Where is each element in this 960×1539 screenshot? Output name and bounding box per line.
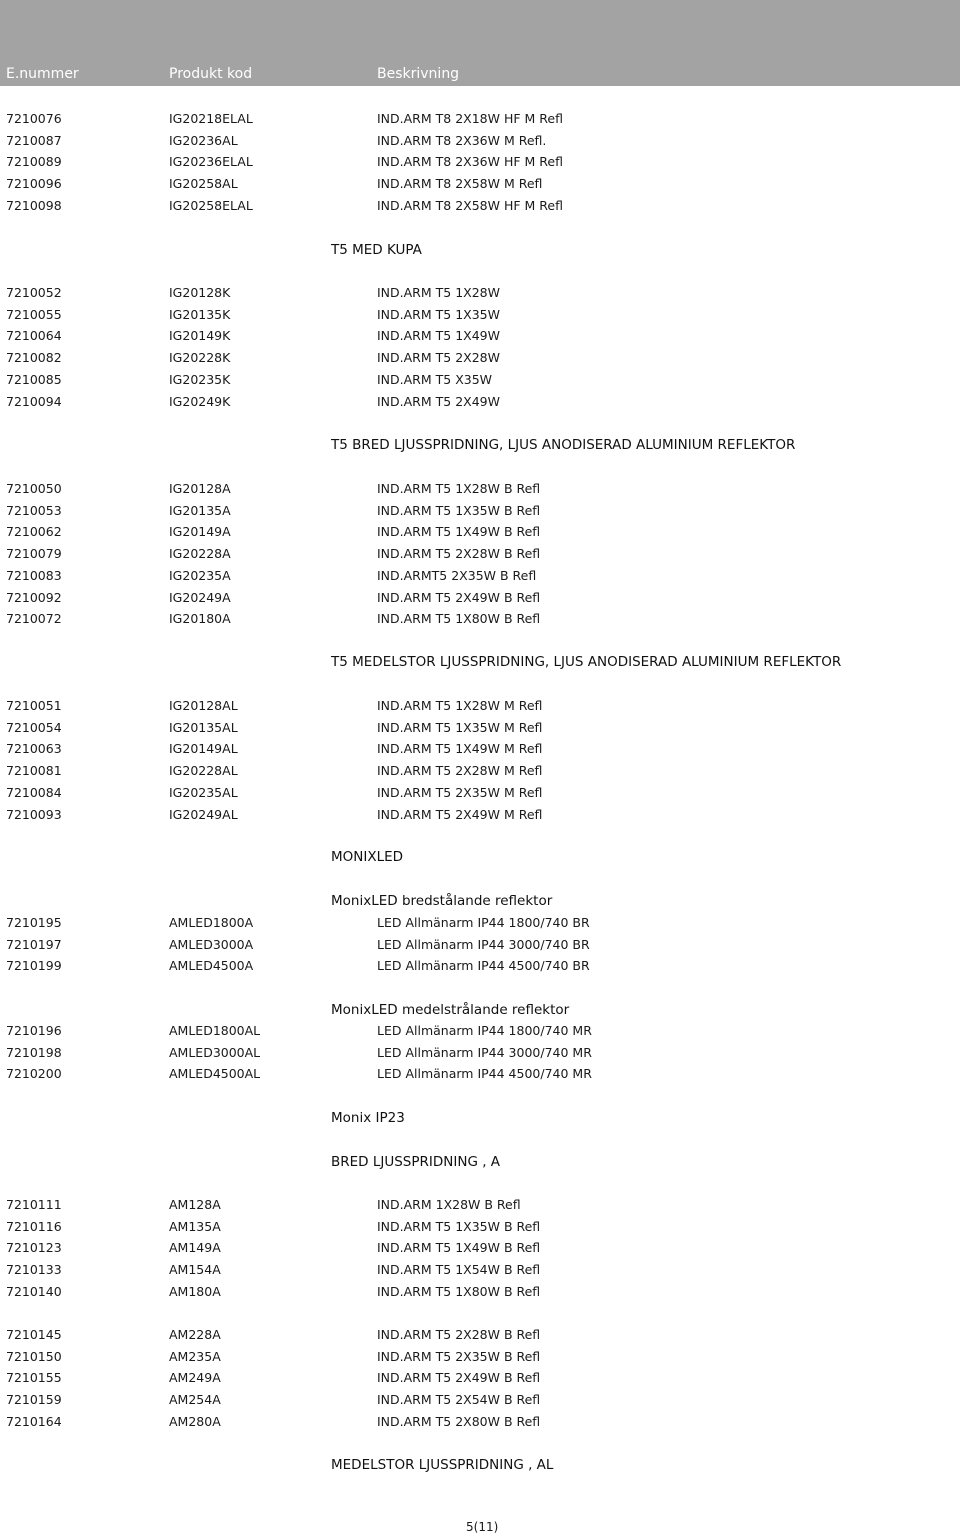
section-heading: MonixLED medelstrålande reflektor	[331, 1002, 570, 1018]
row-beskrivning: IND.ARM T5 2X35W M Refl	[377, 785, 543, 800]
row-produkt-kod: IG20218ELAL	[169, 111, 253, 126]
row-produkt-kod: IG20258ELAL	[169, 198, 253, 213]
row-enummer: 7210200	[6, 1066, 62, 1081]
table-row	[0, 545, 960, 563]
row-produkt-kod: IG20128K	[169, 285, 231, 300]
table-row	[0, 175, 960, 193]
row-beskrivning: IND.ARM T5 2X49W M Refl	[377, 807, 543, 822]
table-row	[0, 914, 960, 932]
row-enummer: 7210087	[6, 133, 62, 148]
row-produkt-kod: IG20236ELAL	[169, 154, 253, 169]
row-enummer: 7210094	[6, 394, 62, 409]
table-row	[0, 957, 960, 975]
row-produkt-kod: IG20249K	[169, 394, 231, 409]
table-row	[0, 1326, 960, 1344]
row-enummer: 7210089	[6, 154, 62, 169]
table-row	[0, 567, 960, 585]
table-row	[0, 502, 960, 520]
table-row	[0, 1391, 960, 1409]
row-enummer: 7210198	[6, 1045, 62, 1060]
row-beskrivning: IND.ARM T5 1X35W B Refl	[377, 1219, 541, 1234]
column-header-beskrivning: Beskrivning	[377, 66, 460, 82]
table-row	[0, 132, 960, 150]
row-beskrivning: IND.ARM T8 2X18W HF M Refl	[377, 111, 563, 126]
row-beskrivning: IND.ARM T8 2X58W M Refl	[377, 176, 543, 191]
section-heading: T5 MED KUPA	[331, 242, 422, 258]
section-heading: T5 MEDELSTOR LJUSSPRIDNING, LJUS ANODISERAD ALUMINIUM REFLEKTOR	[331, 654, 842, 670]
table-row	[0, 371, 960, 389]
row-enummer: 7210133	[6, 1262, 62, 1277]
row-beskrivning: IND.ARM T5 X35W	[377, 372, 493, 387]
row-enummer: 7210064	[6, 328, 62, 343]
row-produkt-kod: AM249A	[169, 1370, 221, 1385]
row-beskrivning: IND.ARMT5 2X35W B Refl	[377, 568, 537, 583]
row-enummer: 7210155	[6, 1370, 62, 1385]
table-row	[0, 153, 960, 171]
row-beskrivning: IND.ARM T8 2X36W HF M Refl	[377, 154, 563, 169]
row-produkt-kod: IG20149AL	[169, 741, 238, 756]
table-row	[0, 784, 960, 802]
row-beskrivning: IND.ARM T5 2X80W B Refl	[377, 1414, 541, 1429]
table-row	[0, 1348, 960, 1366]
table-row	[0, 1369, 960, 1387]
row-produkt-kod: AM128A	[169, 1197, 221, 1212]
row-beskrivning: IND.ARM T5 2X49W B Refl	[377, 1370, 541, 1385]
row-beskrivning: IND.ARM T5 2X54W B Refl	[377, 1392, 541, 1407]
row-produkt-kod: IG20128A	[169, 481, 231, 496]
row-beskrivning: IND.ARM T5 1X35W	[377, 307, 500, 322]
row-enummer: 7210164	[6, 1414, 62, 1429]
row-enummer: 7210096	[6, 176, 62, 191]
row-produkt-kod: IG20135AL	[169, 720, 238, 735]
column-header-enummer: E.nummer	[6, 66, 79, 82]
row-beskrivning: IND.ARM T5 1X49W B Refl	[377, 524, 541, 539]
row-produkt-kod: AMLED3000AL	[169, 1045, 261, 1060]
row-enummer: 7210053	[6, 503, 62, 518]
row-produkt-kod: AM235A	[169, 1349, 221, 1364]
row-beskrivning: IND.ARM T5 2X49W	[377, 394, 500, 409]
table-row	[0, 1022, 960, 1040]
row-produkt-kod: IG20149A	[169, 524, 231, 539]
row-produkt-kod: AM154A	[169, 1262, 221, 1277]
table-row	[0, 1239, 960, 1257]
row-enummer: 7210092	[6, 590, 62, 605]
section-heading: MONIXLED	[331, 849, 404, 865]
row-enummer: 7210076	[6, 111, 62, 126]
table-row	[0, 110, 960, 128]
row-enummer: 7210054	[6, 720, 62, 735]
row-enummer: 7210196	[6, 1023, 62, 1038]
row-produkt-kod: AM254A	[169, 1392, 221, 1407]
row-beskrivning: IND.ARM T8 2X36W M Refl.	[377, 133, 547, 148]
row-produkt-kod: IG20236AL	[169, 133, 238, 148]
row-produkt-kod: IG20228AL	[169, 763, 238, 778]
row-enummer: 7210116	[6, 1219, 62, 1234]
table-row	[0, 589, 960, 607]
row-beskrivning: IND.ARM T5 2X28W B Refl	[377, 1327, 541, 1342]
table-row	[0, 327, 960, 345]
row-enummer: 7210195	[6, 915, 62, 930]
table-row	[0, 762, 960, 780]
row-produkt-kod: IG20135K	[169, 307, 231, 322]
row-produkt-kod: AMLED3000A	[169, 937, 254, 952]
table-row	[0, 1065, 960, 1083]
table-row	[0, 1196, 960, 1214]
table-row	[0, 1044, 960, 1062]
row-enummer: 7210093	[6, 807, 62, 822]
row-produkt-kod: IG20235A	[169, 568, 231, 583]
row-beskrivning: IND.ARM T5 2X49W B Refl	[377, 590, 541, 605]
row-beskrivning: IND.ARM T5 1X49W B Refl	[377, 1240, 541, 1255]
table-row	[0, 306, 960, 324]
row-enummer: 7210051	[6, 698, 62, 713]
row-enummer: 7210150	[6, 1349, 62, 1364]
section-heading: MonixLED bredstålande reflektor	[331, 893, 553, 909]
table-row	[0, 523, 960, 541]
row-beskrivning: LED Allmänarm IP44 1800/740 MR	[377, 1023, 592, 1038]
row-enummer: 7210199	[6, 958, 62, 973]
row-enummer: 7210050	[6, 481, 62, 496]
row-produkt-kod: AMLED1800AL	[169, 1023, 261, 1038]
row-produkt-kod: IG20180A	[169, 611, 231, 626]
row-produkt-kod: AMLED4500A	[169, 958, 254, 973]
table-row	[0, 1413, 960, 1431]
row-beskrivning: IND.ARM T5 1X28W	[377, 285, 500, 300]
table-row	[0, 349, 960, 367]
row-enummer: 7210082	[6, 350, 62, 365]
row-produkt-kod: IG20235AL	[169, 785, 238, 800]
row-enummer: 7210085	[6, 372, 62, 387]
table-row	[0, 1218, 960, 1236]
row-enummer: 7210145	[6, 1327, 62, 1342]
row-beskrivning: LED Allmänarm IP44 4500/740 BR	[377, 958, 590, 973]
row-produkt-kod: IG20149K	[169, 328, 231, 343]
row-produkt-kod: IG20228K	[169, 350, 231, 365]
row-beskrivning: IND.ARM T5 1X28W M Refl	[377, 698, 543, 713]
table-row	[0, 806, 960, 824]
row-produkt-kod: AM149A	[169, 1240, 221, 1255]
row-enummer: 7210083	[6, 568, 62, 583]
row-beskrivning: IND.ARM T5 1X49W M Refl	[377, 741, 543, 756]
row-enummer: 7210140	[6, 1284, 62, 1299]
row-produkt-kod: IG20249AL	[169, 807, 238, 822]
row-beskrivning: IND.ARM T5 1X28W B Refl	[377, 481, 541, 496]
column-header-produkt-kod: Produkt kod	[169, 66, 253, 82]
table-row	[0, 1261, 960, 1279]
row-produkt-kod: IG20235K	[169, 372, 231, 387]
row-enummer: 7210098	[6, 198, 62, 213]
table-row	[0, 719, 960, 737]
row-enummer: 7210079	[6, 546, 62, 561]
row-produkt-kod: AMLED4500AL	[169, 1066, 261, 1081]
table-row	[0, 1283, 960, 1301]
page-number: 5(11)	[466, 1520, 499, 1534]
row-produkt-kod: AM180A	[169, 1284, 221, 1299]
row-beskrivning: IND.ARM 1X28W B Refl	[377, 1197, 521, 1212]
row-beskrivning: IND.ARM T5 1X35W M Refl	[377, 720, 543, 735]
row-enummer: 7210084	[6, 785, 62, 800]
table-row	[0, 936, 960, 954]
row-enummer: 7210072	[6, 611, 62, 626]
table-row	[0, 480, 960, 498]
row-produkt-kod: AM228A	[169, 1327, 221, 1342]
row-beskrivning: LED Allmänarm IP44 4500/740 MR	[377, 1066, 592, 1081]
row-enummer: 7210159	[6, 1392, 62, 1407]
row-enummer: 7210197	[6, 937, 62, 952]
section-heading: BRED LJUSSPRIDNING , A	[331, 1154, 501, 1170]
table-row	[0, 284, 960, 302]
row-beskrivning: IND.ARM T5 1X80W B Refl	[377, 1284, 541, 1299]
row-beskrivning: LED Allmänarm IP44 3000/740 BR	[377, 937, 590, 952]
table-row	[0, 610, 960, 628]
row-beskrivning: IND.ARM T8 2X58W HF M Refl	[377, 198, 563, 213]
row-beskrivning: IND.ARM T5 1X80W B Refl	[377, 611, 541, 626]
row-enummer: 7210081	[6, 763, 62, 778]
row-produkt-kod: AMLED1800A	[169, 915, 254, 930]
row-beskrivning: IND.ARM T5 2X28W M Refl	[377, 763, 543, 778]
table-row	[0, 697, 960, 715]
row-produkt-kod: AM280A	[169, 1414, 221, 1429]
row-produkt-kod: AM135A	[169, 1219, 221, 1234]
row-enummer: 7210123	[6, 1240, 62, 1255]
row-beskrivning: IND.ARM T5 1X54W B Refl	[377, 1262, 541, 1277]
row-produkt-kod: IG20128AL	[169, 698, 238, 713]
table-row	[0, 393, 960, 411]
row-beskrivning: LED Allmänarm IP44 1800/740 BR	[377, 915, 590, 930]
table-row	[0, 197, 960, 215]
row-produkt-kod: IG20228A	[169, 546, 231, 561]
row-produkt-kod: IG20135A	[169, 503, 231, 518]
row-beskrivning: LED Allmänarm IP44 3000/740 MR	[377, 1045, 592, 1060]
row-beskrivning: IND.ARM T5 1X49W	[377, 328, 500, 343]
section-heading: MEDELSTOR LJUSSPRIDNING , AL	[331, 1457, 554, 1473]
row-enummer: 7210062	[6, 524, 62, 539]
row-beskrivning: IND.ARM T5 2X35W B Refl	[377, 1349, 541, 1364]
table-row	[0, 740, 960, 758]
row-enummer: 7210055	[6, 307, 62, 322]
row-beskrivning: IND.ARM T5 2X28W B Refl	[377, 546, 541, 561]
row-produkt-kod: IG20258AL	[169, 176, 238, 191]
row-beskrivning: IND.ARM T5 1X35W B Refl	[377, 503, 541, 518]
row-beskrivning: IND.ARM T5 2X28W	[377, 350, 500, 365]
row-enummer: 7210111	[6, 1197, 62, 1212]
row-produkt-kod: IG20249A	[169, 590, 231, 605]
row-enummer: 7210063	[6, 741, 62, 756]
section-heading: T5 BRED LJUSSPRIDNING, LJUS ANODISERAD ALUMINIUM REFLEKTOR	[331, 437, 796, 453]
row-enummer: 7210052	[6, 285, 62, 300]
section-heading: Monix IP23	[331, 1110, 405, 1126]
